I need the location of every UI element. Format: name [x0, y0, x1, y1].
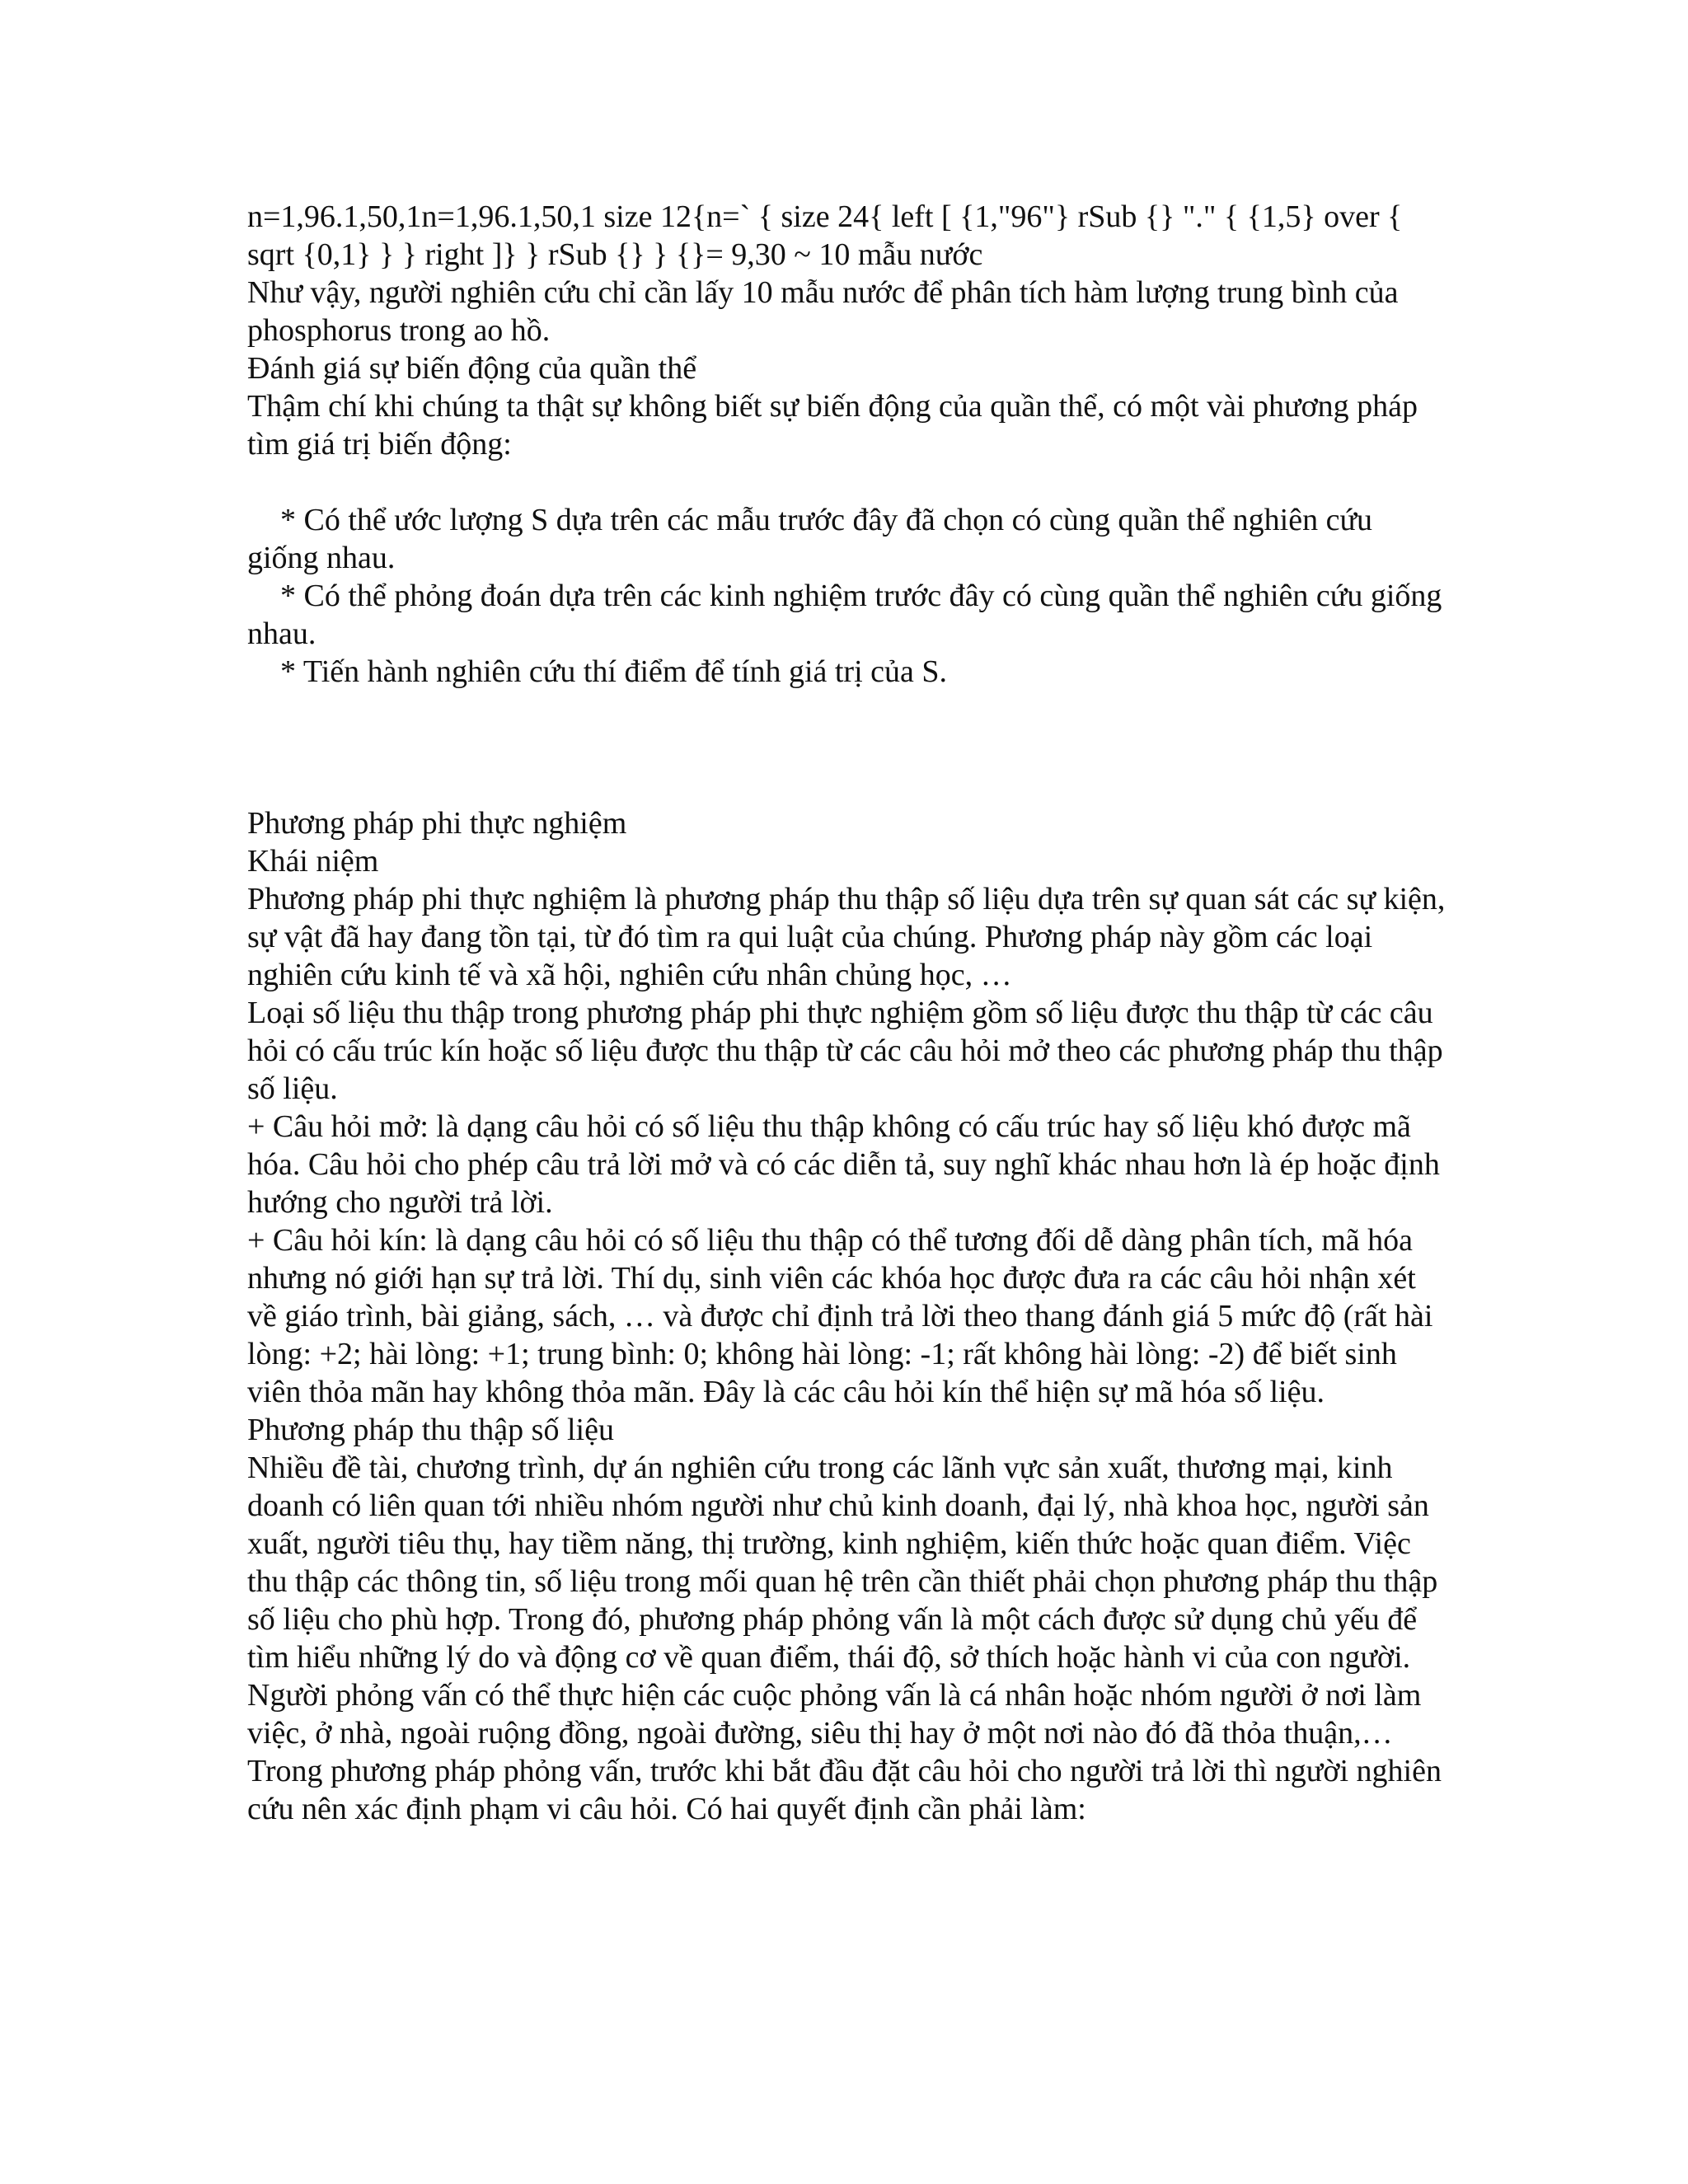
conclusion-paragraph: Như vậy, người nghiên cứu chỉ cần lấy 10 mẫu nước để phân tích hàm lượng trung bình của phosphorus trong ao hồ. — [247, 275, 1399, 348]
paragraph-definition: Phương pháp phi thực nghiệm là phương pháp thu thập số liệu dựa trên sự quan sát các sự kiện, sự vật đã hay đang tồn tại, từ đó tìm ra qui luật của chúng. Phương pháp này gồm các loại nghiên cứu kinh tế và xã hội, nghiên cứu nhân chủng học, … — [247, 882, 1446, 992]
formula-line: n=1,96.1,50,1n=1,96.1,50,1 size 12{n=` { size 24{ left [ {1,"96"} rSub {} "." { {1,5} over { sqrt {0,1} } } right ]} } rSub {} } {}= 9,30 ~ 10 mẫu nước — [247, 199, 1403, 272]
blank-line — [247, 463, 1451, 501]
bullet-item-1: * Có thể ước lượng S dựa trên các mẫu trước đây đã chọn có cùng quần thể nghiên cứu giống nhau. — [247, 503, 1373, 575]
subheading-concept: Khái niệm — [247, 844, 379, 879]
section-gap — [247, 691, 1451, 804]
intro-paragraph: Thậm chí khi chúng ta thật sự không biết sự biến động của quần thể, có một vài phương pháp tìm giá trị biến động: — [247, 389, 1418, 462]
bullet-item-3: * Tiến hành nghiên cứu thí điểm để tính giá trị của S. — [280, 654, 948, 689]
paragraph-open-questions: + Câu hỏi mở: là dạng câu hỏi có số liệu thu thập không có cấu trúc hay số liệu khó được mã hóa. Câu hỏi cho phép câu trả lời mở và có các diễn tả, suy nghĩ khác nhau hơn là ép hoặc định hướng cho người trả lời. — [247, 1109, 1440, 1220]
document-page — [247, 198, 1451, 1828]
paragraph-interview-method: Nhiều đề tài, chương trình, dự án nghiên cứu trong các lãnh vực sản xuất, thương mại, kinh doanh có liên quan tới nhiều nhóm người như chủ kinh doanh, đại lý, nhà khoa học, người sản xuất, người tiêu thụ, hay tiềm năng, thị trường, kinh nghiệm, kiến thức hoặc quan điểm. Việc thu thập các thông tin, số liệu trong mối quan hệ trên cần thiết phải chọn phương pháp thu thập số liệu cho phù hợp. Trong đó, phương pháp phỏng vấn là một cách được sử dụng chủ yếu để tìm hiểu những lý do và động cơ về quan điểm, thái độ, sở thích hoặc hành vi của con người. Người phỏng vấn có thể thực hiện các cuộc phỏng vấn là cá nhân hoặc nhóm người ở nơi làm việc, ở nhà, ngoài ruộng đồng, ngoài đường, siêu thị hay ở một nơi nào đó đã thỏa thuận,… Trong phương pháp phỏng vấn, trước khi bắt đầu đặt câu hỏi cho người trả lời thì người nghiên cứu nên xác định phạm vi câu hỏi. Có hai quyết định cần phải làm: — [247, 1451, 1442, 1826]
section-heading-data-collection: Phương pháp thu thập số liệu — [247, 1413, 614, 1447]
section-heading-variation: Đánh giá sự biến động của quần thể — [247, 351, 697, 386]
bullet-item-2: * Có thể phỏng đoán dựa trên các kinh nghiệm trước đây có cùng quần thể nghiên cứu giống nhau. — [247, 579, 1442, 651]
paragraph-closed-questions: + Câu hỏi kín: là dạng câu hỏi có số liệu thu thập có thể tương đối dễ dàng phân tích, mã hóa nhưng nó giới hạn sự trả lời. Thí dụ, sinh viên các khóa học được đưa ra các câu hỏi nhận xét về giáo trình, bài giảng, sách, … và được chỉ định trả lời theo thang đánh giá 5 mức độ (rất hài lòng: +2; hài lòng: +1; trung bình: 0; không hài lòng: -1; rất không hài lòng: -2) để biết sinh viên thỏa mãn hay không thỏa mãn. Đây là các câu hỏi kín thể hiện sự mã hóa số liệu. — [247, 1223, 1433, 1409]
section-heading-non-experimental: Phương pháp phi thực nghiệm — [247, 806, 627, 841]
paragraph-data-types: Loại số liệu thu thập trong phương pháp phi thực nghiệm gồm số liệu được thu thập từ các câu hỏi có cấu trúc kín hoặc số liệu được thu thập từ các câu hỏi mở theo các phương pháp thu thập số liệu. — [247, 996, 1443, 1106]
